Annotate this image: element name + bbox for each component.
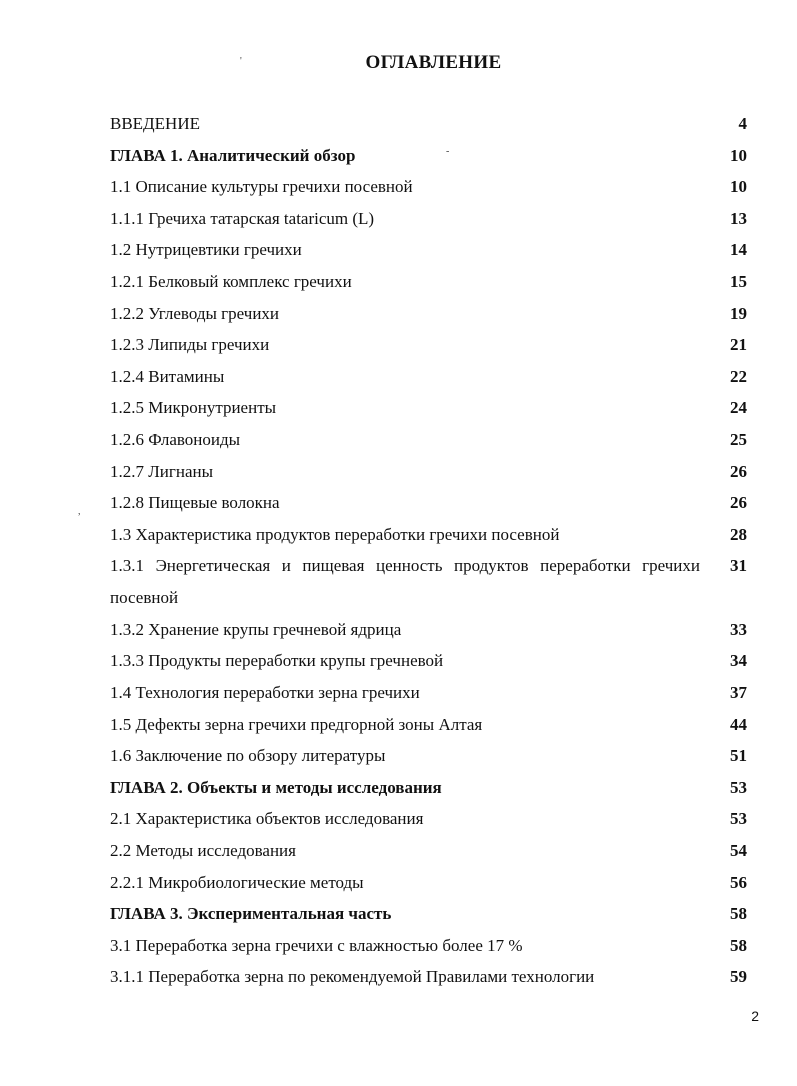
toc-entry-title: 3.1.1 Переработка зерна по рекомендуемой Правилами технологии [110,967,595,987]
toc-entry[interactable] [110,683,747,715]
toc-entry-title: 1.2.5 Микронутриенты [110,398,277,418]
toc-entry[interactable] [110,209,747,241]
toc-entry-page: 56 [730,872,747,892]
toc-entry[interactable] [110,493,747,525]
toc-entry-page: 10 [730,177,747,197]
scan-speck: , [78,506,81,517]
toc-entry-title: 1.3.1 Энергетическая и пищевая ценность продуктов переработки гречихи посевной [110,556,700,608]
toc-entry-title: 1.3.2 Хранение крупы гречневой ядрица [110,619,402,639]
toc-entry[interactable] [110,873,747,905]
toc-entry[interactable] [110,651,747,683]
toc-entry-page: 24 [730,398,747,418]
toc-entry-page: 54 [730,840,747,860]
toc-entry[interactable] [110,114,747,146]
toc-entry[interactable] [110,715,747,747]
toc-entry[interactable] [110,620,747,652]
toc-entry-title: 1.2 Нутрицевтики гречихи [110,240,302,260]
toc-entry[interactable] [110,936,747,968]
toc-entry[interactable] [110,272,747,304]
toc-entry[interactable] [110,367,747,399]
toc-entry-title: 1.2.2 Углеводы гречихи [110,303,280,323]
toc-entry[interactable] [110,967,747,999]
toc-entry[interactable] [110,335,747,367]
toc-entry[interactable] [110,746,747,778]
toc-entry-title: ГЛАВА 3. Экспериментальная часть [110,904,392,924]
toc-entry-page: 58 [730,935,747,955]
toc-entry[interactable] [110,398,747,430]
toc-entry-page: 33 [730,619,747,639]
toc-entry-title: 1.2.1 Белковый комплекс гречихи [110,271,352,291]
toc-entry[interactable] [110,304,747,336]
toc-entry-page: 10 [730,145,747,165]
toc-entry-page: 58 [730,904,747,924]
toc-entry[interactable] [110,430,747,462]
toc-entry-page: 53 [730,809,747,829]
toc-entry-page: 26 [730,461,747,481]
toc-entry-page: 26 [730,493,747,513]
toc-entry-title: 2.2 Методы исследования [110,840,296,860]
toc-entry-page: 34 [730,651,747,671]
scan-speck: ' [240,56,242,67]
toc-entry-page: 15 [730,271,747,291]
toc-entry-page: 53 [730,777,747,797]
toc-chapter[interactable] [110,904,747,936]
toc-entry-page: 19 [730,303,747,323]
toc-entry-title: 1.1 Описание культуры гречихи посевной [110,177,413,197]
toc-entry-title: ГЛАВА 2. Объекты и методы исследования [110,777,442,797]
toc-entry-page: 22 [730,366,747,386]
page-number: 2 [751,1008,759,1024]
toc-entry-page: 4 [738,114,747,133]
toc-entry-page: 28 [730,524,747,544]
page-title: ОГЛАВЛЕНИЕ [365,52,502,73]
toc-entry-title: 1.2.7 Лигнаны [110,461,214,481]
toc-entry-title: 1.6 Заключение по обзору литературы [110,746,386,766]
toc-entry-title: 1.3.3 Продукты переработки крупы гречневой [110,651,444,671]
toc-entry-page: 14 [730,240,747,260]
toc-entry[interactable] [110,240,747,272]
toc-entry-title: 3.1 Переработка зерна гречихи с влажностью более 17 % [110,935,523,955]
toc-chapter[interactable] [110,778,747,810]
toc-entry-page: 44 [730,714,747,734]
toc-entry-page: 59 [730,967,747,987]
toc-entry-title: 1.1.1 Гречиха татарская tataricum (L) [110,208,375,228]
toc-chapter[interactable] [110,146,747,178]
toc-entry-title: 1.2.4 Витамины [110,366,225,386]
scan-speck: - [446,146,450,157]
toc-entry-title: 1.5 Дефекты зерна гречихи предгорной зоны Алтая [110,714,483,734]
toc-entry-title: ВВЕДЕНИЕ [110,114,200,133]
toc-entry-page: 37 [730,683,747,702]
toc-entry-title: 1.2.8 Пищевые волокна [110,493,280,513]
toc-entry-title: 1.2.3 Липиды гречихи [110,335,270,355]
toc-entry-title: 2.2.1 Микробиологические методы [110,872,364,892]
toc-entry-page: 21 [730,335,747,355]
toc-entry[interactable] [110,556,747,620]
toc-entry[interactable] [110,841,747,873]
toc-entry-page: 31 [730,556,747,576]
toc-entry-title: ГЛАВА 1. Аналитический обзор [110,145,356,165]
toc-entry-title: 1.2.6 Флавоноиды [110,429,241,449]
toc-entry-title: 1.3 Характеристика продуктов переработки гречихи посевной [110,524,560,544]
toc-entry[interactable] [110,462,747,494]
toc-entry[interactable] [110,177,747,209]
toc-entry-page: 13 [730,208,747,228]
table-of-contents [110,114,747,999]
toc-entry-page: 25 [730,429,747,449]
toc-entry-title: 1.4 Технология переработки зерна гречихи [110,683,420,702]
toc-entry-page: 51 [730,746,747,766]
toc-entry[interactable] [110,809,747,841]
toc-entry-title: 2.1 Характеристика объектов исследования [110,809,424,829]
